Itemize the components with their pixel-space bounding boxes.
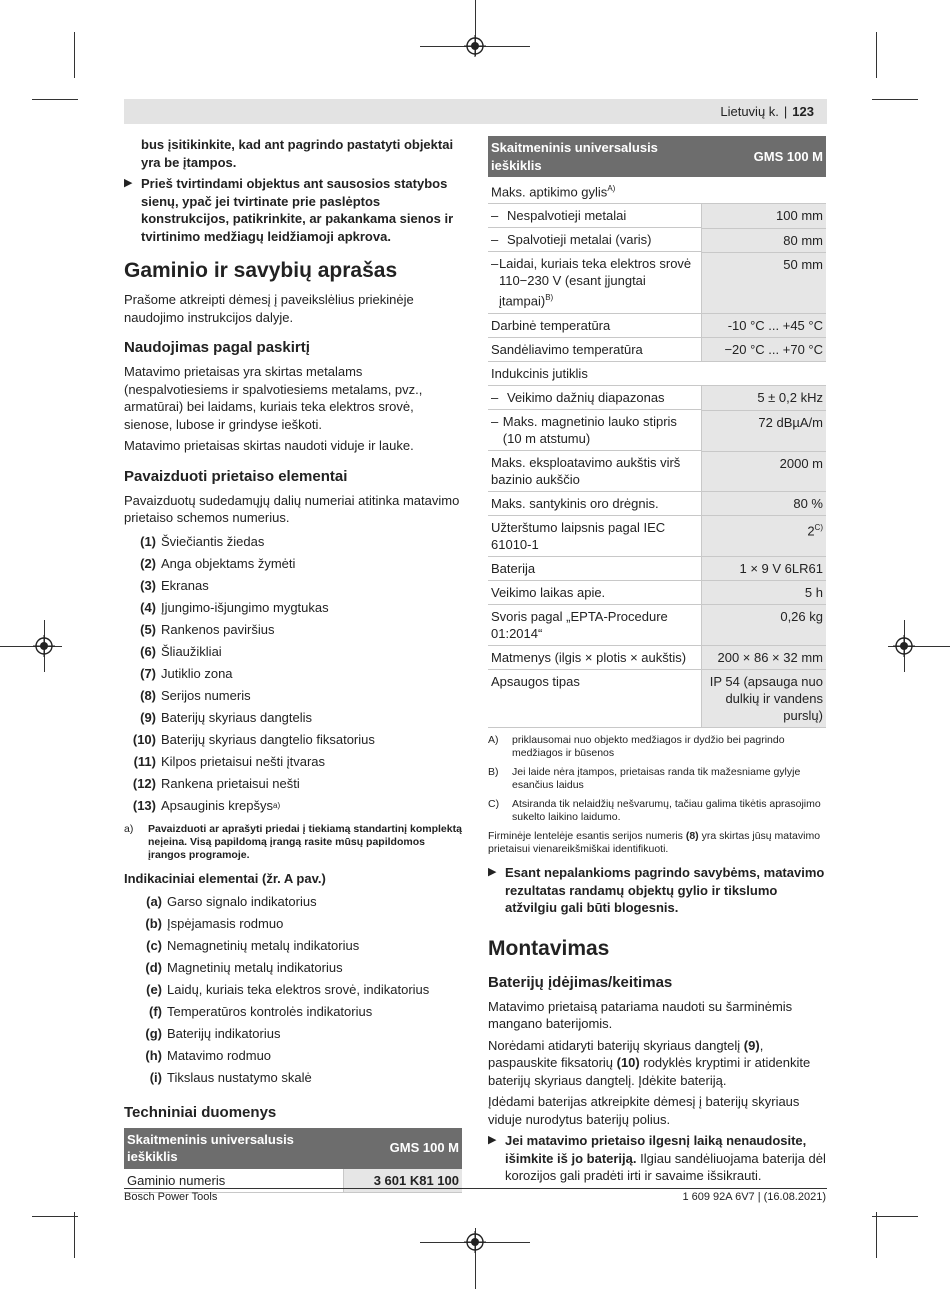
paragraph-usage: Matavimo prietaisas yra skirtas metalams (nespalvotiesiems ir spalvotiesiems metalams, pvz., armatūrai) bei laidams, kuriais teka elektros srovė, sienose, lubose ir grindyse ieškoti. <box>124 364 423 432</box>
paragraph-battery-1: Matavimo prietaisą patariama naudoti su šarminėmis mangano baterijomis. <box>488 998 793 1032</box>
list-item: (b) Įspėjamasis rodmuo <box>145 915 284 931</box>
left-column <box>124 136 462 1193</box>
paragraph-battery-2: Norėdami atidaryti baterijų skyriaus dangtelį (9), paspauskite fiksatorių (10) rodyklės kryptimi ir atidenkite baterijų skyriaus dangtelį. Įdėkite bateriją. <box>488 1037 811 1088</box>
list-item: (7) Jutiklio zona <box>140 665 233 681</box>
footer-publisher: Bosch Power Tools <box>124 1191 218 1203</box>
table-row: Svoris pagal „EPTA-Procedure 01:2014“ 0,26 kg <box>488 605 826 646</box>
note: B) Jei laide nėra įtampos, prietaisas randa tik mažesniame gylyje esančius laidus <box>488 766 801 792</box>
bullet-precision: ▶ Esant nepalankioms pagrindo savybėms, matavimo rezultatas randamų objektų gylio ir tikslumo atžvilgiu gali būti blogesnis. <box>488 865 825 916</box>
table-row: – Laidai, kuriais teka elektros srovė 110−230 V (esant įjungtai įtampai)$^{B)}$ 50 mm <box>488 252 826 313</box>
bullet-arrow-icon: ▶ <box>124 177 133 189</box>
table-row: Apsaugos tipas IP 54 (apsauga nuo dulkių ir vandens purslų) <box>488 670 826 728</box>
intro-warning: bus įsitikinkite, kad ant pagrindo pastatyti objektai yra be įtampos. <box>141 137 454 170</box>
paragraph-description: Prašome atkreipti dėmesį į paveikslėlius priekinėje naudojimo instrukcijos dalyje. <box>124 292 414 325</box>
list-item: (8) Serijos numeris <box>140 687 251 703</box>
registration-mark-icon <box>464 35 486 57</box>
list-item: (g) Baterijų indikatorius <box>145 1025 281 1041</box>
components-list <box>124 531 462 817</box>
table-row: – Maks. magnetinio lauko stipris (10 m atstumu) 72 dBµA/m <box>488 410 826 451</box>
registration-mark-icon <box>464 1231 486 1253</box>
list-item: (e) Laidų, kuriais teka elektros srovė, indikatorius <box>146 981 430 997</box>
right-column <box>488 136 826 1189</box>
heading-mounting: Montavimas <box>488 936 610 960</box>
table-header: Skaitmeninis universalusis ieškiklis <box>124 1128 344 1169</box>
table-row: Sandėliavimo temperatūra −20 °C ... +70 °C <box>488 338 826 362</box>
footer-rule <box>124 1188 827 1189</box>
table-row: Baterija 1 × 9 V 6LR61 <box>488 557 826 581</box>
table-row: Darbinė temperatūra -10 °C ... +45 °C <box>488 314 826 338</box>
table-model: GMS 100 M <box>702 136 827 177</box>
crop-mark <box>876 1212 877 1258</box>
table-row: Užterštumo laipsnis pagal IEC 61010-1 $2^{C)}$ <box>488 516 826 557</box>
bullet-drywall <box>124 175 462 245</box>
footnote-accessories: a) Pavaizduoti ar aprašyti priedai į tiekiamą standartinį komplektą neįeina. Visą papildomą įrangą rasite mūsų papildomos įrangos programoje. <box>124 822 462 861</box>
crop-mark <box>74 32 75 78</box>
heading-usage: Naudojimas pagal paskirtį <box>124 339 310 356</box>
heading-tech: Techniniai duomenys <box>124 1103 277 1121</box>
list-item: (1) Šviečiantis žiedas <box>140 533 265 549</box>
bullet-arrow-icon: ▶ <box>488 1134 497 1147</box>
bullet-battery-removal: ▶ Jei matavimo prietaiso ilgesnį laiką nenaudosite, išimkite iš jo bateriją. Ilgiau sandėliuojama baterija dėl korozijos gali pradėti irti ir savaime išsikrauti. <box>488 1133 826 1184</box>
paragraph-usage-2: Matavimo prietaisas skirtas naudoti viduje ir lauke. <box>124 438 414 453</box>
section-title: Lietuvių k. <box>720 104 779 119</box>
paragraph-elements: Pavaizduotų sudedamųjų dalių numeriai atitinka matavimo prietaiso schemos numerius. <box>124 492 460 525</box>
bullet-text: Prieš tvirtindami objektus ant sausosios statybos sienų, ypač jei tvirtinate prie paslėptos konstrukcijos, patikrinkite, ar pakankama sienos ir tvirtinimo medžiagų leidžiamoji apkrova. <box>141 176 454 244</box>
table-row: Matmenys (ilgis × plotis × aukštis) 200 × 86 × 32 mm <box>488 646 826 670</box>
indicators-list <box>124 891 462 1089</box>
list-item: (a) Garso signalo indikatorius <box>146 893 317 909</box>
list-item: (d) Magnetinių metalų indikatorius <box>145 959 343 975</box>
list-item: (10) Baterijų skyriaus dangtelio fiksatorius <box>132 731 375 747</box>
paragraph-battery-3: Įdėdami baterijas atkreipkite dėmesį į baterijų skyriaus viduje nurodytus baterijų polius. <box>488 1094 800 1127</box>
table-model: GMS 100 M <box>344 1128 463 1169</box>
list-item: (2) Anga objektams žymėti <box>140 555 296 571</box>
list-item: (h) Matavimo rodmuo <box>145 1047 272 1063</box>
tech-table-left <box>124 1128 462 1193</box>
list-item: (12) Rankena prietaisui nešti <box>132 775 300 791</box>
table-row: Gaminio numeris 3 601 K81 100 <box>124 1169 462 1193</box>
list-item: (i) Tikslaus nustatymo skalė <box>149 1069 312 1085</box>
list-item: (c) Nemagnetinių metalų indikatorius <box>146 937 360 953</box>
crop-mark <box>876 32 877 78</box>
table-row: Maks. aptikimo gylis$^{A)}$ <box>488 177 826 204</box>
crop-mark <box>32 99 78 100</box>
list-item: (6) Šliaužikliai <box>140 643 222 659</box>
table-row: Maks. eksploatavimo aukštis virš bazinio aukščio 2000 m <box>488 451 826 492</box>
list-item: (13) Apsauginis krepšys a) <box>132 797 281 813</box>
list-item: (4) Įjungimo-išjungimo mygtukas <box>140 599 329 615</box>
serial-note: Firminėje lentelėje esantis serijos numeris (8) yra skirtas jūsų matavimo prietaisui vienareikšmiškai identifikuoti. <box>488 830 821 856</box>
table-row: Veikimo laikas apie. 5 h <box>488 581 826 605</box>
table-notes <box>488 734 826 856</box>
table-row: Maks. santykinis oro drėgnis. 80 % <box>488 492 826 516</box>
crop-mark <box>32 1216 78 1217</box>
page-number: 123 <box>792 104 814 119</box>
crop-mark <box>872 99 918 100</box>
table-row: Indukcinis jutiklis <box>488 362 826 386</box>
tech-table <box>488 136 826 728</box>
registration-mark-icon <box>33 635 55 657</box>
table-row: – Spalvotieji metalai (varis) 80 mm <box>488 228 826 252</box>
crop-mark <box>74 1212 75 1258</box>
heading-elements: Pavaizduoti prietaiso elementai <box>124 467 348 485</box>
list-item: (11) Kilpos prietaisui nešti įtvaras <box>133 753 326 769</box>
table-header: Skaitmeninis universalusis ieškiklis <box>488 136 702 177</box>
list-item: (3) Ekranas <box>140 577 209 593</box>
note: A) priklausomai nuo objekto medžiagos ir dydžio bei pagrindo medžiagos ir būsenos <box>488 734 785 760</box>
registration-mark-icon <box>893 635 915 657</box>
footer-docnumber: 1 609 92A 6V7 | (16.08.2021) <box>682 1191 826 1203</box>
table-row: – Veikimo dažnių diapazonas 5 ± 0,2 kHz <box>488 386 826 411</box>
bullet-arrow-icon: ▶ <box>488 866 497 879</box>
list-item: (9) Baterijų skyriaus dangtelis <box>140 709 313 725</box>
table-row: – Nespalvotieji metalai 100 mm <box>488 204 826 229</box>
crop-mark <box>872 1216 918 1217</box>
page-header: Lietuvių k. | 123 <box>720 104 814 119</box>
heading-battery: Baterijų įdėjimas/keitimas <box>488 973 673 991</box>
note: C) Atsiranda tik nelaidžių nešvarumų, tačiau galima tikėtis aprasojimo sukelto laikino laidumo. <box>488 798 821 824</box>
list-item: (f) Temperatūros kontrolės indikatorius <box>149 1003 373 1019</box>
list-item: (5) Rankenos paviršius <box>140 621 275 637</box>
heading-indicators: Indikaciniai elementai (žr. A pav.) <box>124 870 326 886</box>
heading-description: Gaminio ir savybių aprašas <box>124 259 398 282</box>
